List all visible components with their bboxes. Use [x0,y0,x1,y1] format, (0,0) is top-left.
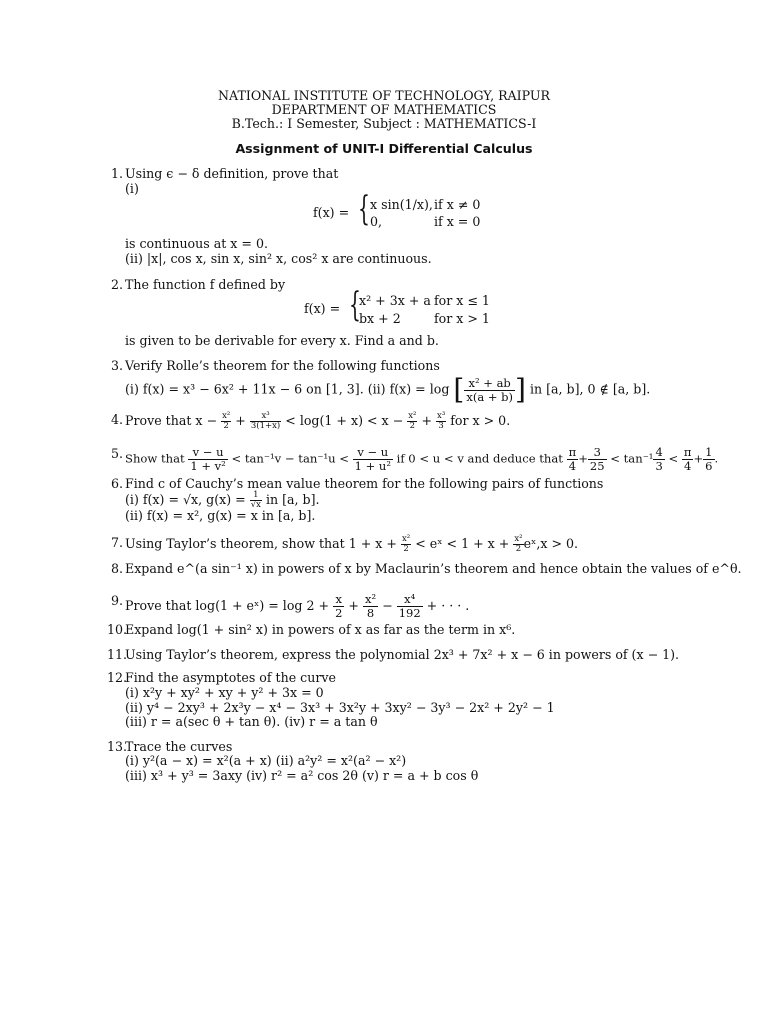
case-2-cond: for x > 1 [434,311,490,326]
question-text: Expand e^(a sin⁻¹ x) in powers of x by Maclaurin’s theorem and hence obtain the values of e^θ. [125,561,742,576]
question-text: Using Taylor’s theorem, express the polynomial 2x³ + 7x² + x − 6 in powers of (x − 1). [125,647,680,662]
case-1-expr: x² + 3x + a [359,293,431,308]
question-number: 9. [110,593,123,608]
question-text: is given to be derivable for every x. Find a and b. [125,333,439,348]
case-1-cond: if x ≠ 0 [434,197,481,212]
question-text: Trace the curves [125,739,233,754]
part-label: (i) [125,181,139,196]
question-number: 7. [110,535,123,550]
question-number: 12. [107,670,128,685]
question-text: (iii) r = a(sec θ + tan θ). (iv) r = a tan θ [125,714,378,729]
question-text: The function f defined by [125,277,286,292]
fraction: $\frac{\text{x² + ab}}{x(a + b)}$ [466,375,513,404]
question-number: 5. [110,446,123,461]
department-name: DEPARTMENT OF MATHEMATICS [271,102,497,117]
piecewise-lhs: f(x) = [304,301,341,316]
question-text: (ii) f(x) = x², g(x) = x in [a, b]. [125,508,316,523]
question-3-parts [125,373,651,406]
question-text: Expand log(1 + sin² x) in powers of x as far as the term in x⁶. [125,622,516,637]
left-brace: { [358,189,370,229]
question-text: Find the asymptotes of the curve [125,670,336,685]
question-text: (i) x²y + xy² + xy + y² + 3x = 0 [125,685,324,700]
case-2-expr: bx + 2 [359,311,401,326]
question-number: 10. [107,622,128,637]
question-text: is continuous at x = 0. [125,236,268,251]
institute-name: NATIONAL INSTITUTE OF TECHNOLOGY, RAIPUR [218,88,550,103]
course-info: B.Tech.: I Semester, Subject : MATHEMATICS-I [231,116,537,131]
piecewise-lhs: f(x) = [313,205,350,220]
left-brace: { [349,285,361,325]
question-text: Verify Rolle’s theorem for the following functions [125,358,440,373]
expression: in [a, b], 0 ∉ [a, b]. [529,381,651,397]
expression: (i) f(x) = x³ − 6x² + 11x − 6 on [1, 3]. (ii) f(x) = log [125,381,450,397]
question-number: 2. [110,277,123,292]
case-1-expr: x sin(1/x), [370,197,433,212]
question-text: Using ϵ − δ definition, prove that [125,166,339,181]
question-text: Prove that log(1 + eˣ) = log 2 + $\frac{x}{2}$ + $\frac{\text{x²}}{8}$ − $\frac{\text{x⁴}}{192}$ + · · · . [125,592,470,620]
question-text: Using Taylor’s theorem, show that 1 + x + $\frac{\text{x²}}{2}$ < eˣ < 1 + x + $\frac{\text{x²}}{2}$ eˣ,x > 0. [125,534,579,554]
question-text: (iii) x³ + y³ = 3axy (iv) r² = a² cos 2θ (v) r = a + b cos θ [125,768,479,783]
question-number: 6. [110,476,123,491]
right-bracket: ] [514,373,526,406]
question-number: 13. [107,739,128,754]
question-number: 11. [107,647,128,662]
question-text: Show that $\frac{v - u}{\text{1 + v²}}$ < tan⁻¹v − tan⁻¹u < $\frac{v - u}{\text{1 + u²}}$ if 0 < u < v and deduce that $\frac{\pi}{4}$ + $\frac{3}{25}$ < tan⁻¹ $\frac{4}{3}$ < $\frac{\pi}{4}$ + $\frac{1}{6}$ . [125,445,719,473]
left-bracket: [ [453,373,465,406]
case-2-expr: 0, [370,214,383,229]
question-number: 4. [110,412,123,427]
question-number: 1. [110,166,123,181]
question-text: (i) y²(a − x) = x²(a + x) (ii) a²y² = x²(a² − x²) [125,753,407,768]
question-number: 3. [110,358,123,373]
question-text: Find c of Cauchy’s mean value theorem for the following pairs of functions [125,476,604,491]
question-number: 8. [110,561,123,576]
assignment-title: Assignment of UNIT-I Differential Calculus [235,141,533,156]
question-text: Prove that x − $\frac{\text{x²}}{2}$ + $\frac{\text{x³}}{3(1+x)}$ < log(1 + x) < x − $\frac{\text{x²}}{2}$ + $\frac{\text{x³}}{3}$ for x > 0. [125,411,511,431]
case-2-cond: if x = 0 [434,214,481,229]
question-text: (ii) y⁴ − 2xy³ + 2x³y − x⁴ − 3x³ + 3x²y + 3xy² − 3y³ − 2x² + 2y² − 1 [125,700,555,715]
question-text: (ii) |x|, cos x, sin x, sin² x, cos² x are continuous. [125,251,432,266]
question-text: (i) f(x) = √x, g(x) = $\frac{1}{√x}$ in [a, b]. [125,490,320,510]
case-1-cond: for x ≤ 1 [434,293,490,308]
